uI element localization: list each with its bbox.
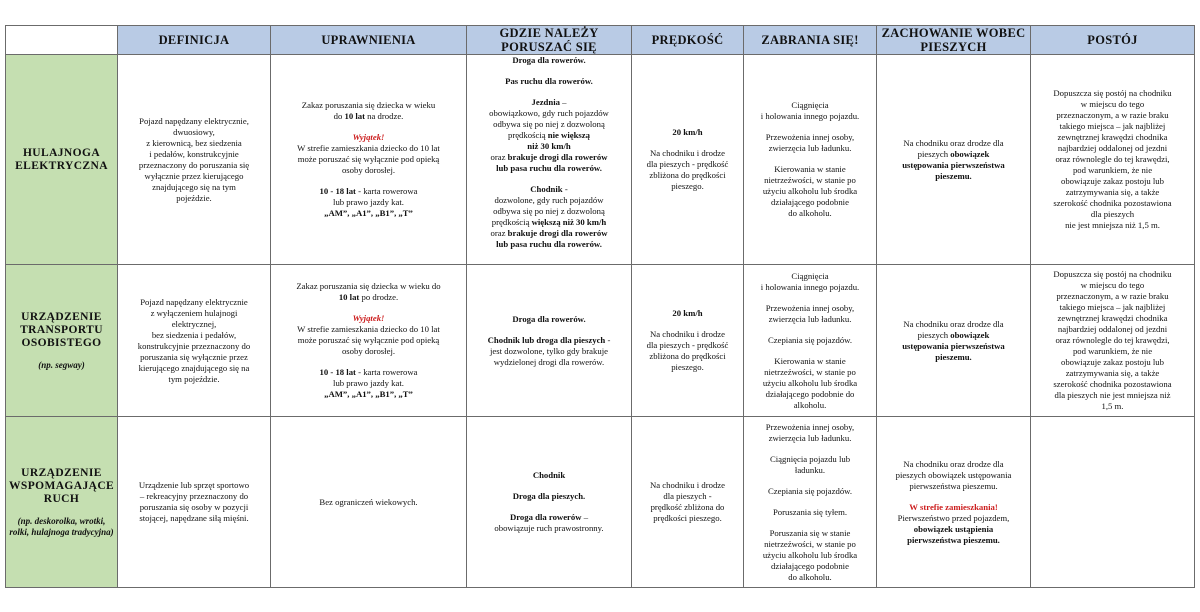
cell-predkosc: [632, 55, 744, 265]
text-part: pieszych: [917, 329, 951, 340]
row-title: URZĄDZENIE WSPOMAGAJĄCE RUCH: [9, 466, 115, 505]
text-line: oraz równolegle do tej krawędzi,: [1055, 154, 1170, 164]
text-line: Czepiania się pojazdów.: [767, 485, 853, 496]
text-line: [470, 217, 628, 228]
text-part: większą niż 30 km/h: [531, 217, 607, 227]
cell-postoj: [1031, 55, 1195, 265]
header-zachowanie: ZACHOWANIE WOBEC PIESZYCH: [877, 26, 1031, 55]
text-part: po drodze.: [359, 292, 399, 302]
text-line: kierującego znajdującego się na: [138, 362, 250, 373]
text-line: pod warunkiem, że nie: [1072, 165, 1153, 175]
text-line: Przewożenia innej osoby,: [765, 421, 855, 432]
text-line: Na chodniku i drodze: [649, 148, 726, 158]
text-line: dla pieszych - prędkość: [646, 340, 729, 350]
cell-predkosc: [632, 265, 744, 417]
text-line: szerokość chodnika pozostawiona: [1053, 198, 1172, 208]
text-line: Zakaz poruszania się dziecka w wieku do: [296, 281, 441, 291]
header-zabrania: ZABRANIA SIĘ!: [744, 26, 877, 55]
text-line: Na chodniku oraz drodze dla: [903, 137, 1004, 148]
text-part: –: [559, 97, 567, 107]
header-uprawnienia: UPRAWNIENIA: [271, 26, 467, 55]
text-line: użyciu alkoholu lub środka: [762, 377, 858, 388]
age-limit: 10 lat: [344, 111, 365, 121]
text-line: Droga dla pieszych.: [512, 491, 586, 501]
text-part: - karta rowerowa: [355, 367, 418, 377]
text-line: Poruszania się w stanie: [769, 527, 851, 538]
text-line: obowiązkowo, gdy ruch pojazdów: [489, 108, 609, 118]
table-row: [6, 265, 1195, 417]
license-categories: „AM”, „A1”, „B1”, „T”: [324, 208, 413, 218]
text-line: nie jest mniejsza niż 1,5 m.: [1065, 220, 1160, 230]
cell-uprawnienia: [271, 55, 467, 265]
text-line: Ciągnięcia: [791, 100, 829, 110]
header-gdzie: GDZIE NALEŻY PORUSZAĆ SIĘ: [467, 26, 632, 55]
text-line: alkoholu.: [793, 399, 827, 410]
text-line: zatrzymywania się, a także: [1065, 187, 1160, 197]
text-line: prędkości pieszego.: [653, 513, 722, 523]
text-line: Pierwszeństwo przed pojazdem,: [897, 512, 1010, 523]
text-part: prędkością: [507, 130, 548, 140]
text-line: Przewożenia innej osoby,: [765, 132, 855, 142]
text-part: oraz: [490, 228, 508, 238]
text-line: dla pieszych - prędkość: [646, 159, 729, 169]
text-line: oraz równolegle do tej krawędzi,: [1055, 335, 1170, 345]
text-part: prędkością: [491, 217, 532, 227]
text-line: pojeździe.: [176, 192, 212, 203]
text-line: do alkoholu.: [788, 571, 832, 582]
text-line: konstrukcyjnie przeznaczony do: [137, 340, 251, 351]
text-line: dwuosiowy,: [173, 126, 215, 137]
text-line: [470, 228, 628, 239]
text-line: działającego podobnie: [771, 560, 849, 571]
text-line: niż 30 km/h: [527, 141, 571, 151]
text-line: [470, 130, 628, 141]
text-line: Dopuszcza się postój na chodniku: [1053, 269, 1172, 279]
text-line: Zakaz poruszania się dziecka w wieku: [301, 100, 436, 110]
text-line: odbywa się po niej z dozwoloną: [493, 206, 605, 216]
text-part: nie większą: [547, 130, 591, 140]
header-definicja: DEFINICJA: [118, 26, 271, 55]
speed-limit: 20 km/h: [672, 308, 703, 318]
text-line: użyciu alkoholu lub środka: [762, 186, 858, 196]
text-line: odbywa się po niej z dozwoloną: [493, 119, 605, 129]
text-line: lub prawo jazdy kat.: [333, 378, 404, 388]
text-line: [470, 97, 628, 108]
text-line: i pedałów, konstrukcyjnie: [149, 148, 239, 159]
text-line: osoby dorosłej.: [341, 165, 396, 175]
text-line: pieszego.: [671, 181, 704, 191]
text-part: -: [605, 334, 611, 345]
speed-limit: 20 km/h: [672, 127, 703, 137]
text-part: Chodnik lub droga dla pieszych: [487, 334, 606, 345]
text-line: Przewożenia innej osoby,: [765, 302, 855, 313]
text-line: Kierowania w stanie: [774, 355, 846, 366]
header-postoj: POSTÓJ: [1031, 26, 1195, 55]
text-line: może poruszać się wyłącznie pod opieką: [297, 335, 440, 345]
text-line: może poruszać się wyłącznie pod opieką: [297, 154, 440, 164]
cell-postoj-empty: [1031, 417, 1195, 588]
text-line: pierwszeństwa pieszemu.: [907, 534, 1000, 545]
text-part: –: [581, 512, 589, 522]
text-line: prędkość zbliżona do: [650, 502, 725, 512]
cell-predkosc: [632, 417, 744, 588]
text-line: działającego podobnie do: [765, 388, 855, 399]
text-line: [880, 149, 1027, 160]
text-line: pieszego.: [671, 362, 704, 372]
zone-warning: W strefie zamieszkania!: [909, 501, 998, 512]
cell-definicja: [118, 55, 271, 265]
text-line: do alkoholu.: [788, 208, 832, 218]
age-limit: 10 lat: [338, 292, 360, 302]
cell-definicja: [118, 265, 271, 417]
text-line: znajdującego się na tym: [152, 181, 236, 192]
header-predkosc: PRĘDKOŚĆ: [632, 26, 744, 55]
text-line: elektrycznej,: [171, 318, 217, 329]
text-line: wyłącznie przez kierującego: [144, 170, 244, 181]
text-line: z kierownicą, bez siedzenia: [146, 137, 242, 148]
text-line: lub prawo jazdy kat.: [333, 197, 404, 207]
exception-label: Wyjątek!: [352, 132, 385, 142]
text-line: nietrzeźwości, w stanie po: [764, 366, 856, 377]
cell-gdzie: [467, 417, 632, 588]
row-title-hulajnoga: [6, 55, 118, 265]
text-line: Na chodniku i drodze: [649, 480, 726, 490]
license-categories: „AM”, „A1”, „B1”, „T”: [324, 389, 413, 399]
text-line: Kierowania w stanie: [774, 164, 846, 174]
text-part: obowiązek: [950, 329, 990, 340]
text-line: Na chodniku oraz drodze dla: [903, 318, 1004, 329]
text-line: Na chodniku i drodze: [649, 329, 726, 339]
cell-uprawnienia: [271, 417, 467, 588]
text-line: Pojazd napędzany elektrycznie: [140, 296, 248, 307]
text-part: brakuje drogi dla rowerów: [507, 228, 608, 238]
text-part: pieszych: [917, 148, 951, 159]
age-range: 10 - 18 lat: [319, 186, 356, 196]
text-line: 1,5 m.: [1101, 401, 1124, 411]
text-line: użyciu alkoholu lub środka: [762, 549, 858, 560]
text-line: ustępowania pierwszeństwa: [902, 159, 1005, 170]
text-line: zbliżona do prędkości: [649, 351, 726, 361]
cell-uprawnienia: [271, 265, 467, 417]
text-line: ładunku.: [794, 464, 826, 475]
text-line: Droga dla rowerów.: [512, 313, 586, 324]
text-line: obowiązek ustąpienia: [913, 523, 994, 534]
cell-gdzie: [467, 265, 632, 417]
text-line: Droga dla rowerów.: [512, 55, 586, 65]
row-title-uto: [6, 265, 118, 417]
text-line: takiego miejsca – jak najbliżej: [1059, 121, 1166, 131]
text-line: Ciągnięcia pojazdu lub: [769, 453, 851, 464]
table-row: [6, 417, 1195, 588]
text-line: przeznaczonym, a w razie braku: [1056, 110, 1169, 120]
table-row: [6, 55, 1195, 265]
text-line: dla pieszych: [1090, 209, 1135, 219]
age-range: 10 - 18 lat: [319, 367, 356, 377]
text-line: osoby dorosłej.: [341, 346, 396, 356]
text-line: w miejscu do tego: [1080, 280, 1145, 290]
text-line: przeznaczony do poruszania się: [138, 159, 250, 170]
text-line: bez siedzenia i pedałów,: [151, 329, 237, 340]
text-line: Ciągnięcia: [791, 270, 829, 281]
cell-zabrania: [744, 55, 877, 265]
text-line: pieszych obowiązek ustępowania: [895, 469, 1012, 480]
cell-zachowanie: [877, 265, 1031, 417]
text-line: Chodnik: [532, 470, 566, 480]
text-line: poruszania się osoby w pozycji: [139, 502, 249, 512]
text-part: Chodnik: [530, 184, 563, 194]
text-part: - karta rowerowa: [355, 186, 418, 196]
text-part: obowiązek: [950, 148, 990, 159]
cell-zabrania: [744, 265, 877, 417]
text-line: Urządzenie lub sprzęt sportowo: [138, 480, 250, 490]
text-line: najbardziej oddalonej od jezdni: [1057, 324, 1168, 334]
text-line: nietrzeźwości, w stanie po: [764, 175, 856, 185]
text-line: W strefie zamieszkania dziecko do 10 lat: [297, 143, 440, 153]
cell-gdzie: [467, 55, 632, 265]
text-line: [470, 184, 628, 195]
text-line: jest dozwolone, tylko gdy brakuje: [490, 345, 608, 356]
cell-postoj: [1031, 265, 1195, 417]
text-line: zwierzęcia lub ładunku.: [768, 313, 852, 324]
text-line: w miejscu do tego: [1080, 99, 1145, 109]
text-line: zbliżona do prędkości: [649, 170, 726, 180]
text-line: Czepiania się pojazdów.: [767, 334, 853, 345]
cell-definicja: [118, 417, 271, 588]
text-line: z wyłączeniem hulajnogi: [150, 307, 238, 318]
text-line: [470, 335, 628, 346]
text-line: zwierzęcia lub ładunku.: [768, 143, 852, 153]
text-part: na drodze.: [365, 111, 404, 121]
text-line: [470, 152, 628, 163]
row-title-uwr: [6, 417, 118, 588]
text-line: zewnętrznej krawędzi chodnika: [1057, 132, 1168, 142]
header-corner: [6, 26, 118, 55]
text-line: Dopuszcza się postój na chodniku: [1053, 88, 1172, 98]
text-line: i holowania innego pojazdu.: [760, 111, 860, 121]
text-line: [274, 111, 463, 122]
row-subtitle: (np. segway): [38, 359, 85, 370]
text-line: zatrzymywania się, a także: [1065, 368, 1160, 378]
text-line: tym pojeździe.: [168, 373, 220, 384]
text-line: takiego miejsca – jak najbliżej: [1059, 302, 1166, 312]
text-line: Pojazd napędzany elektrycznie,: [139, 115, 249, 126]
text-line: stojącej, napędzane siłą mięśni.: [139, 513, 249, 523]
text-line: lub pasa ruchu dla rowerów.: [496, 239, 602, 249]
text-line: Pas ruchu dla rowerów.: [505, 76, 593, 86]
text-line: zewnętrznej krawędzi chodnika: [1057, 313, 1168, 323]
text-line: [274, 324, 463, 335]
text-line: [274, 186, 463, 197]
cell-zabrania: [744, 417, 877, 588]
row-subtitle: (np. deskorolka, wrotki, rolki, hulajnoga tradycyjna): [9, 515, 114, 537]
text-line: – rekreacyjny przeznaczony do: [139, 491, 249, 501]
text-line: dla pieszych -: [663, 491, 712, 501]
text-line: wydzielonej drogi dla rowerów.: [493, 356, 605, 367]
text-line: [274, 367, 463, 378]
text-line: obowiązuje ruch prawostronny.: [494, 523, 604, 533]
text-line: dla pieszych nie jest mniejsza niż: [1054, 390, 1171, 400]
row-title: URZĄDZENIE TRANSPORTU OSOBISTEGO: [20, 310, 103, 349]
text-part: do: [333, 111, 345, 121]
text-line: ustępowania pierwszeństwa: [902, 340, 1005, 351]
text-line: [880, 330, 1027, 341]
text-part: brakuje drogi dla rowerów: [507, 152, 608, 162]
cell-zachowanie: [877, 417, 1031, 588]
text-line: przeznaczonym, a w razie braku: [1056, 291, 1169, 301]
text-line: Na chodniku oraz drodze dla: [903, 458, 1004, 469]
row-title: HULAJNOGA ELEKTRYCZNA: [15, 146, 108, 172]
header-row: [6, 26, 1195, 55]
text-line: dozwolone, gdy ruch pojazdów: [494, 195, 604, 205]
text-line: działającego podobnie: [771, 197, 849, 207]
text-part: W strefie zamieszkania dziecko do 10 lat: [297, 324, 440, 334]
text-part: oraz: [490, 152, 508, 162]
text-line: Bez ograniczeń wiekowych.: [319, 496, 418, 507]
text-line: i holowania innego pojazdu.: [760, 281, 860, 292]
text-part: Jezdnia: [531, 97, 560, 107]
text-line: poruszania się wyłącznie przez: [140, 351, 248, 362]
text-line: pieszemu.: [935, 170, 972, 181]
text-line: pierwszeństwa pieszemu.: [909, 480, 998, 491]
text-line: pod warunkiem, że nie: [1072, 346, 1153, 356]
exception-label: Wyjątek!: [352, 313, 385, 323]
text-part: -: [562, 184, 568, 194]
text-line: najbardziej oddalonej od jezdni: [1057, 143, 1168, 153]
text-line: Poruszania się tyłem.: [772, 506, 848, 517]
text-line: nietrzeźwości, w stanie po: [764, 538, 856, 549]
text-line: zwierzęcia lub ładunku.: [768, 432, 852, 443]
traffic-rules-table: [5, 25, 1195, 588]
cell-zachowanie: [877, 55, 1031, 265]
text-line: [470, 512, 628, 523]
text-line: pieszemu.: [935, 351, 972, 362]
text-line: szerokość chodnika pozostawiona: [1053, 379, 1172, 389]
text-line: lub pasa ruchu dla rowerów.: [496, 163, 602, 173]
text-part: Droga dla rowerów: [509, 512, 582, 522]
text-line: obowiązuje zakaz postoju lub: [1060, 357, 1164, 367]
text-line: obowiązuje zakaz postoju lub: [1060, 176, 1164, 186]
text-line: [274, 292, 463, 303]
